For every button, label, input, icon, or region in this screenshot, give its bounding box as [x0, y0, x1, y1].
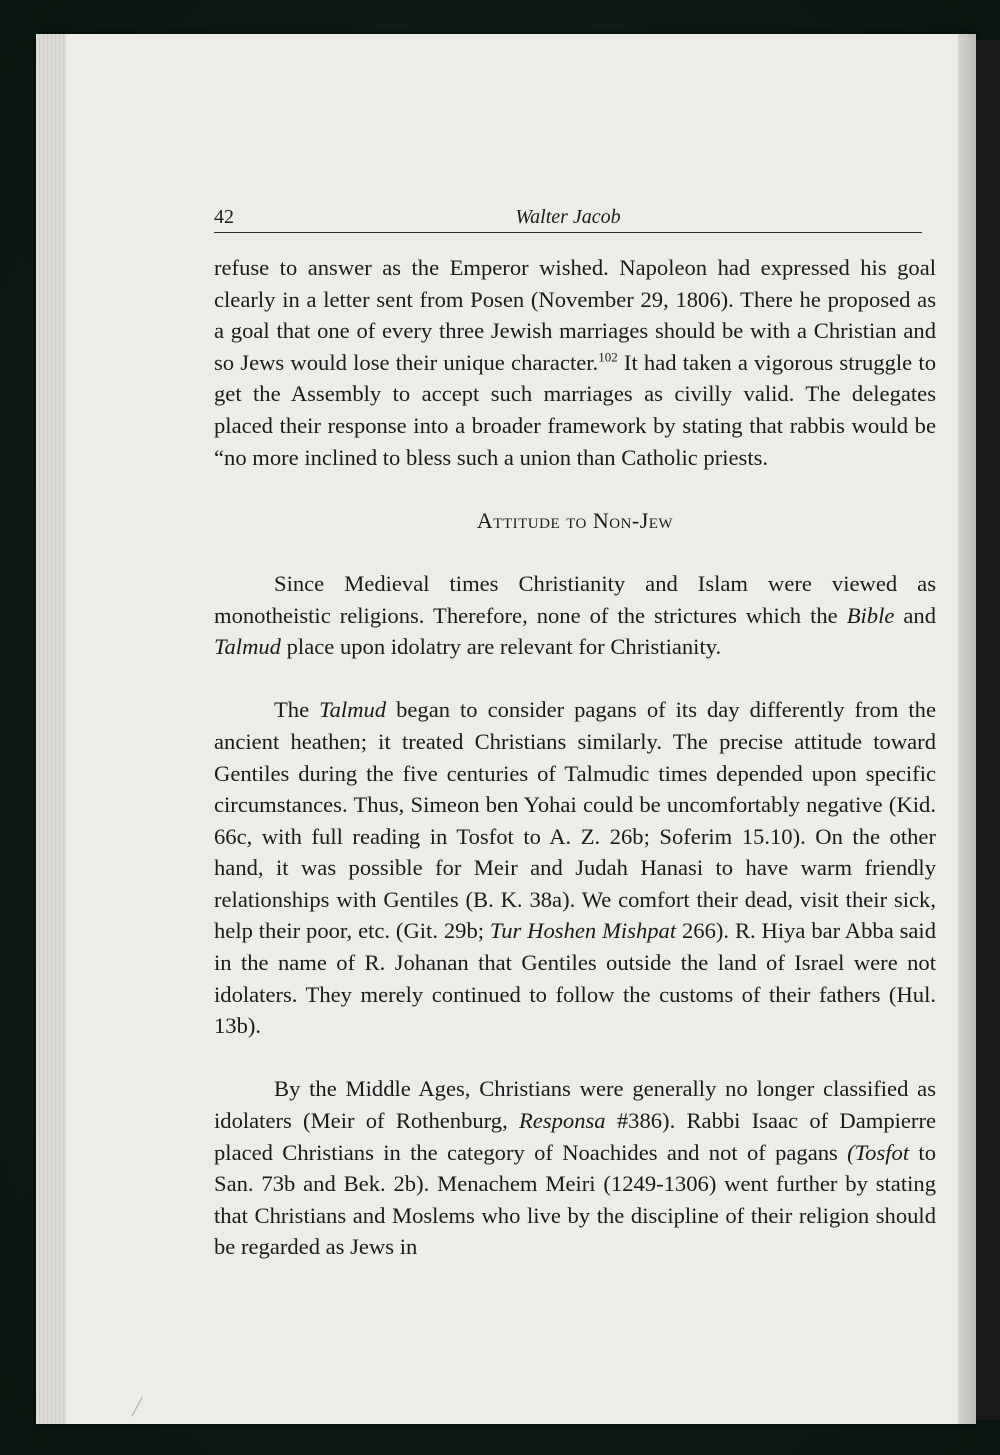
footnote-ref: 102: [598, 349, 618, 365]
spacer: [214, 663, 936, 695]
paragraph-1-text-a: refuse to answer as the Emperor wished. Napoleon had expressed his goal clearly in a letter sent from Posen (November 29, 1806). There he proposed as a goal that one of every three Jewish marriages should be with a Christian and so Jews would lose their unique character.: [214, 255, 936, 375]
page-number: 42: [214, 206, 234, 228]
paragraph-3-text-b: began to consider pagans of its day differently from the ancient heathen; it treated Christians similarly. The precise attitude toward Gentiles during the five centuries of Talmudic times depended upon specific circumstances. Thus, Simeon ben Yohai could be uncomfortably negative (Kid. 66c, with full reading in Tosfot to A. Z. 26b; Soferim 15.10). On the other hand, it was possible for Meir and Judah Hanasi to have warm friendly relationships with Gentiles (B. K. 38a). We comfort their dead, visit their sick, help their poor, etc. (Git. 29b;: [214, 697, 937, 944]
paragraph-4-text-b: #386). Rabbi Isaac of Dampierre placed Christians in the category of Noachides and not of pagans: [214, 1108, 937, 1165]
spacer: [214, 536, 936, 568]
paragraph-3-italic-2: Tur Hoshen Mishpat: [489, 918, 677, 944]
paragraph-4-text-a: By the Middle Ages, Christians were generally no longer classified as idolaters (Meir of Rothenburg,: [214, 1076, 936, 1134]
paragraph-4-text-c: to San. 73b and Bek. 2b). Menachem Meiri (1249-1306) went further by stating that Christians and Moslems who live by the discipline of their religion should be regarded as Jews in: [214, 1139, 936, 1260]
paragraph-2-text-c: place upon idolatry are relevant for Christianity.: [280, 634, 722, 660]
body-text: [214, 252, 936, 1263]
paragraph-2: [214, 568, 936, 663]
paragraph-3-text-c: 266). R. Hiya bar Abba said in the name of R. Johanan that Gentiles outside the land of Israel were not idolaters. They merely continued to follow the customs of their fathers (Hul. 13b).: [214, 918, 937, 1039]
paragraph-3-text-a: The: [274, 697, 320, 723]
paragraph-2-text-b: and: [894, 602, 936, 628]
paragraph-4: [214, 1073, 936, 1263]
paragraph-2-italic-1: Bible: [846, 602, 895, 628]
page-right-edge: [955, 34, 976, 1424]
paragraph-4-italic-2: (Tosfot: [847, 1139, 910, 1165]
paragraph-2-italic-2: Talmud: [214, 634, 281, 660]
paragraph-1-text-b: It had taken a vigorous struggle to get the Assembly to accept such marriages as civilly valid. The delegates placed their response into a broader framework by stating that rabbis would be “no more inclined to bless such a union than Catholic priests.: [214, 349, 936, 470]
paragraph-1: [214, 252, 936, 473]
spacer: [214, 473, 936, 505]
paragraph-4-italic-1: Responsa: [519, 1108, 606, 1134]
paragraph-3: [214, 694, 936, 1042]
paragraph-2-text-a: Since Medieval times Christianity and Islam were viewed as monotheistic religions. Therefore, none of the strictures which the: [214, 570, 936, 628]
spacer: [214, 1042, 936, 1074]
running-head: Walter Jacob: [515, 206, 621, 228]
page-header: [214, 206, 922, 233]
paragraph-3-italic-1: Talmud: [319, 697, 387, 723]
section-heading: Attitude to Non-Jew: [476, 507, 674, 533]
